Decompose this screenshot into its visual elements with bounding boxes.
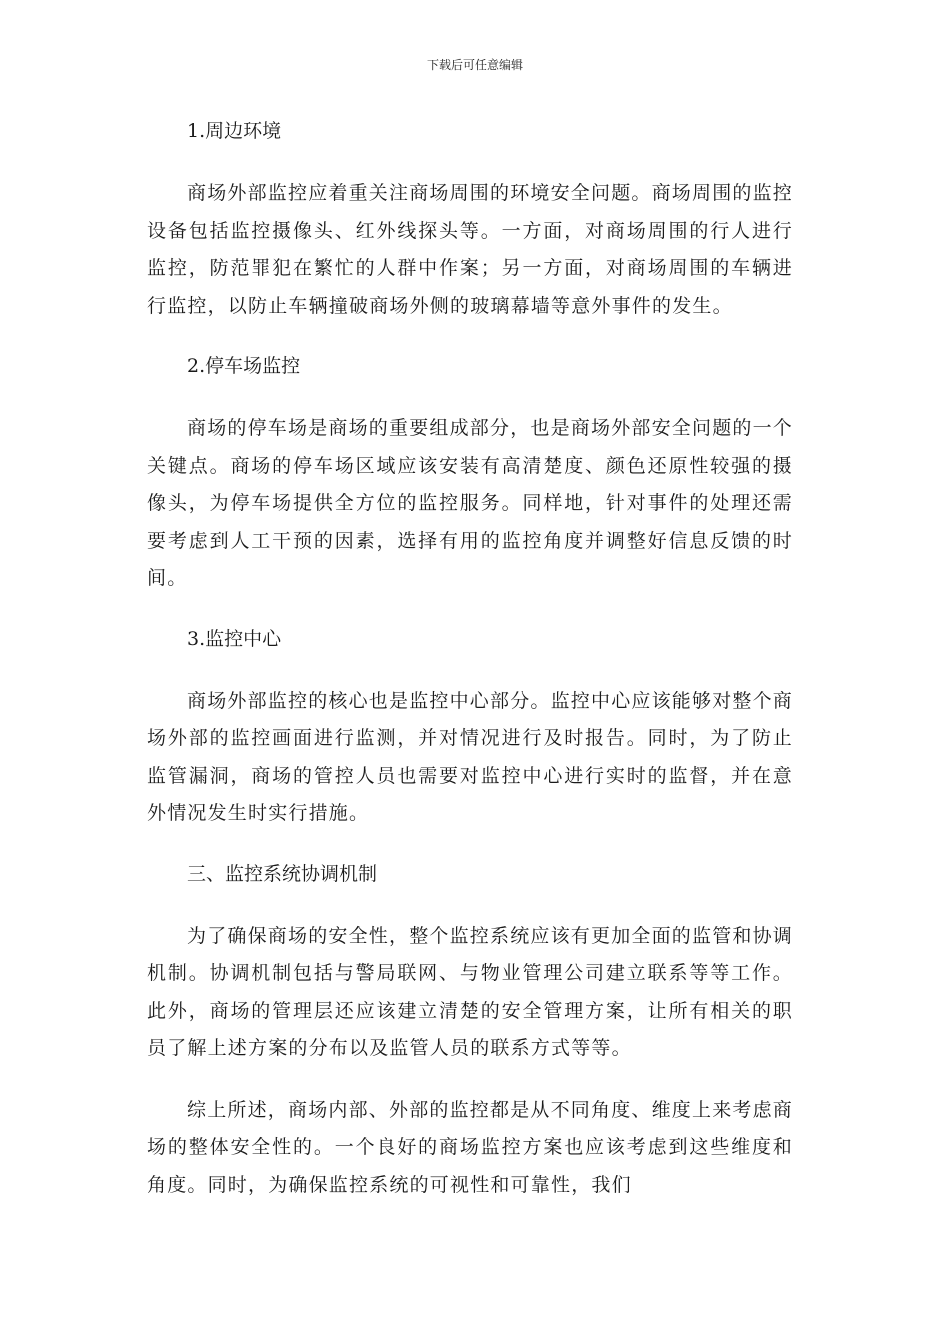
paragraph-surroundings: 商场外部监控应着重关注商场周围的环境安全问题。商场周围的监控设备包括监控摄像头、红外线探头等。一方面，对商场周围的行人进行监控，防范罪犯在繁忙的人群中作案；另一方面，对商场周围的车辆进行监控，以防止车辆撞破商场外侧的玻璃幕墙等意外事件的发生。 xyxy=(147,182,794,317)
paragraph-parking: 商场的停车场是商场的重要组成部分，也是商场外部安全问题的一个关键点。商场的停车场区域应该安装有高清楚度、颜色还原性较强的摄像头，为停车场提供全方位的监控服务。同样地，针对事件的处理还需要考虑到人工干预的因素，选择有用的监控角度并调整好信息反馈的时间。 xyxy=(147,417,794,589)
section-heading-monitoring-center: 3.监控中心 xyxy=(187,627,282,650)
paragraph-conclusion: 综上所述，商场内部、外部的监控都是从不同角度、维度上来考虑商场的整体安全性的。一个良好的商场监控方案也应该考虑到这些维度和角度。同时，为确保监控系统的可视性和可靠性，我们 xyxy=(147,1098,794,1196)
section-heading-surroundings: 1.周边环境 xyxy=(187,120,282,142)
section-heading-parking: 2.停车场监控 xyxy=(187,355,301,377)
paragraph-monitoring-center: 商场外部监控的核心也是监控中心部分。监控中心应该能够对整个商场外部的监控画面进行监测，并对情况进行及时报告。同时，为了防止监管漏洞，商场的管控人员也需要对监控中心进行实时的监督，并在意外情况发生时实行措施。 xyxy=(147,689,794,824)
section-heading-coordination: 三、监控系统协调机制 xyxy=(187,862,378,885)
header-note: 下载后可任意编辑 xyxy=(426,58,523,72)
document-body xyxy=(147,114,793,1228)
paragraph-coordination: 为了确保商场的安全性，整个监控系统应该有更加全面的监管和协调机制。协调机制包括与警局联网、与物业管理公司建立联系等等工作。此外，商场的管理层还应该建立清楚的安全管理方案，让所有相关的职员了解上述方案的分布以及监管人员的联系方式等等。 xyxy=(147,924,794,1059)
